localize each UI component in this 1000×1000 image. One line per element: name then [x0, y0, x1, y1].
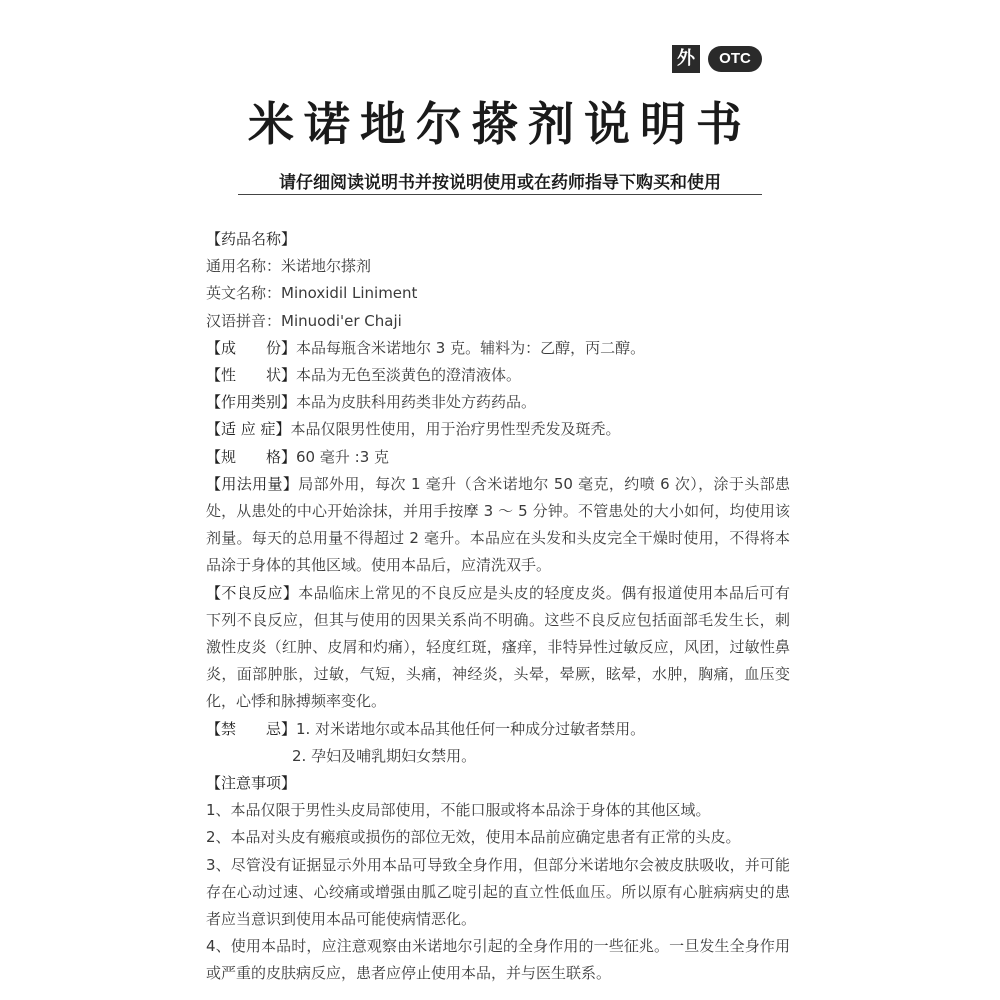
- spec-text: 60 毫升 :3 克: [296, 447, 390, 466]
- page-title: 米诺地尔搽剂说明书: [248, 97, 752, 151]
- indication-text: 本品仅限男性使用，用于治疗男性型秃发及斑秃。: [290, 420, 621, 439]
- spec-row: [206, 444, 790, 471]
- usage-row: [206, 471, 790, 580]
- pinyin-name: 汉语拼音：Minuodi'er Chaji: [206, 311, 402, 330]
- notes-heading: 【注意事项】: [206, 774, 297, 793]
- category-label: 【作用类别】: [206, 393, 297, 412]
- ingredients-label: 【成 份】: [206, 338, 297, 357]
- note-2: 2、本品对头皮有瘢痕或损伤的部位无效，使用本品前应确定患者有正常的头皮。: [206, 828, 741, 847]
- contra-item-1: 1. 对米诺地尔或本品其他任何一种成分过敏者禁用。: [296, 719, 646, 738]
- adverse-label: 【不良反应】: [206, 583, 299, 602]
- note-1: 1、本品仅限于男性头皮局部使用，不能口服或将本品涂于身体的其他区域。: [206, 801, 711, 820]
- appearance-row: [206, 362, 790, 389]
- ingredients-row: [206, 335, 790, 362]
- adverse-row: [206, 580, 790, 716]
- note-4: 4、使用本品时，应注意观察由米诺地尔引起的全身作用的一些征兆。一旦发生全身作用或严重的皮肤病反应，患者应停止使用本品，并与医生联系。: [206, 937, 790, 983]
- page-subtitle: 请仔细阅读说明书并按说明使用或在药师指导下购买和使用: [279, 173, 721, 193]
- contra-item-2: 2. 孕妇及哺乳期妇女禁用。: [292, 746, 477, 765]
- category-row: [206, 389, 790, 416]
- leaflet-body: [206, 226, 790, 988]
- category-text: 本品为皮肤科用药类非处方药药品。: [296, 393, 537, 412]
- usage-text: 局部外用，每次 1 毫升（含米诺地尔 50 毫克，约喷 6 次），涂于头部患处，从患处的中心开始涂抹，并用手按摩 3 ～ 5 分钟。不管患处的大小如何，均使用该剂量。每天的总用量不得超过 2 毫升。本品应在头发和头皮完全干燥时使用，不得将本品涂于身体的其他区域。使用本品后，应清洗双手。: [206, 474, 790, 575]
- english-name: 英文名称：Minoxidil Liniment: [206, 284, 418, 303]
- otc-badge: OTC: [708, 46, 762, 72]
- header-badges: [672, 45, 762, 73]
- appearance-text: 本品为无色至淡黄色的澄清液体。: [296, 366, 522, 385]
- appearance-label: 【性 状】: [206, 366, 297, 385]
- spec-label: 【规 格】: [206, 447, 297, 466]
- indication-row: [206, 416, 790, 443]
- subtitle-divider: [238, 194, 762, 195]
- drug-name-heading: 【药品名称】: [206, 230, 297, 248]
- generic-name: 通用名称：米诺地尔搽剂: [206, 257, 372, 276]
- usage-label: 【用法用量】: [206, 474, 299, 493]
- note-3: 3、尽管没有证据显示外用本品可导致全身作用，但部分米诺地尔会被皮肤吸收，并可能存在心动过速、心绞痛或增强由胍乙啶引起的直立性低血压。所以原有心脏病病史的患者应当意识到使用本品可能使病情恶化。: [206, 855, 790, 929]
- contra-row: [206, 716, 790, 743]
- ingredients-text: 本品每瓶含米诺地尔 3 克。辅料为：乙醇，丙二醇。: [296, 338, 646, 357]
- indication-label: 【适 应 症】: [206, 420, 291, 439]
- external-use-badge: 外: [672, 45, 700, 73]
- adverse-text: 本品临床上常见的不良反应是头皮的轻度皮炎。偶有报道使用本品后可有下列不良反应，但其与使用的因果关系尚不明确。这些不良反应包括面部毛发生长，刺激性皮炎（红肿、皮屑和灼痛），轻度红斑，瘙痒，非特异性过敏反应，风团，过敏性鼻炎，面部肿胀，过敏，气短，头痛，神经炎，头晕，晕厥，眩晕，水肿，胸痛，血压变化，心悸和脉搏频率变化。: [206, 583, 790, 711]
- contra-label: 【禁 忌】: [206, 719, 297, 738]
